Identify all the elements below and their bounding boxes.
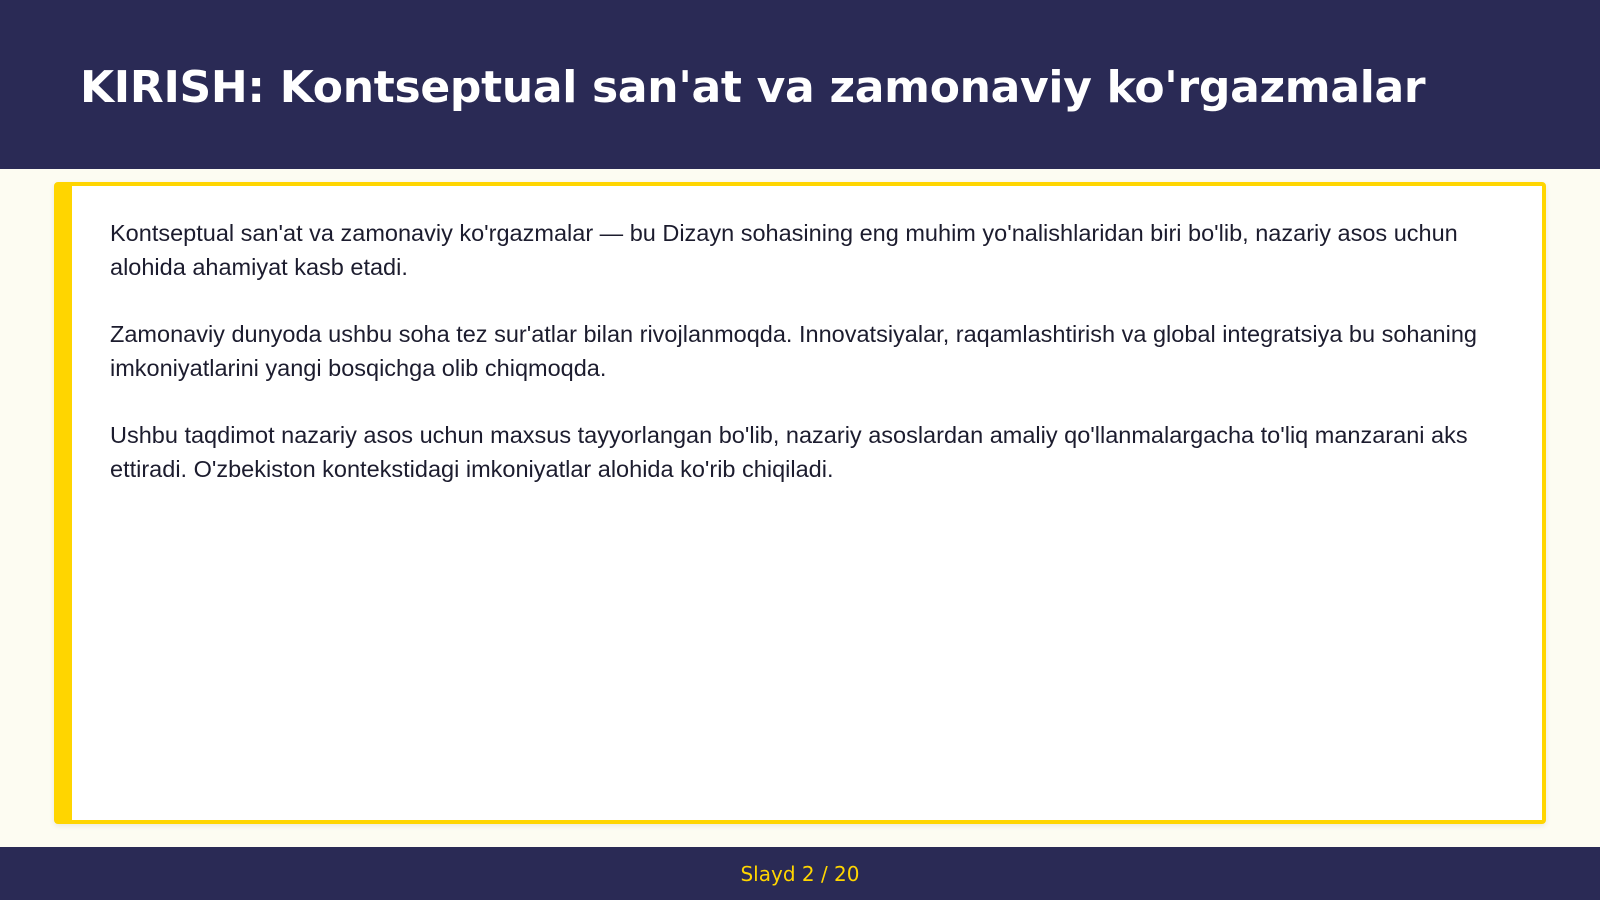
paragraph-presentation-purpose: Ushbu taqdimot nazariy asos uchun maxsus tayyorlangan bo'lib, nazariy asoslardan amaliy qo'llanmalargacha to'liq manzarani aks ettiradi. O'zbekiston kontekstidagi imkoniyatlar alohida ko'rib chiqiladi. <box>110 422 1468 482</box>
slide-header <box>0 0 1600 169</box>
slide-number: Slayd 2 / 20 <box>740 862 860 886</box>
content-panel <box>54 182 1546 824</box>
content-text <box>110 216 1492 519</box>
paragraph-intro: Kontseptual san'at va zamonaviy ko'rgazmalar — bu Dizayn sohasining eng muhim yo'nalishlaridan biri bo'lib, nazariy asos uchun alohida ahamiyat kasb etadi. <box>110 220 1458 280</box>
slide-title: KIRISH: Kontseptual san'at va zamonaviy ko'rgazmalar <box>80 62 1426 113</box>
slide-footer <box>0 847 1600 900</box>
paragraph-modern-world: Zamonaviy dunyoda ushbu soha tez sur'atlar bilan rivojlanmoqda. Innovatsiyalar, raqamlashtirish va global integratsiya bu sohaning imkoniyatlarini yangi bosqichga olib chiqmoqda. <box>110 321 1477 381</box>
